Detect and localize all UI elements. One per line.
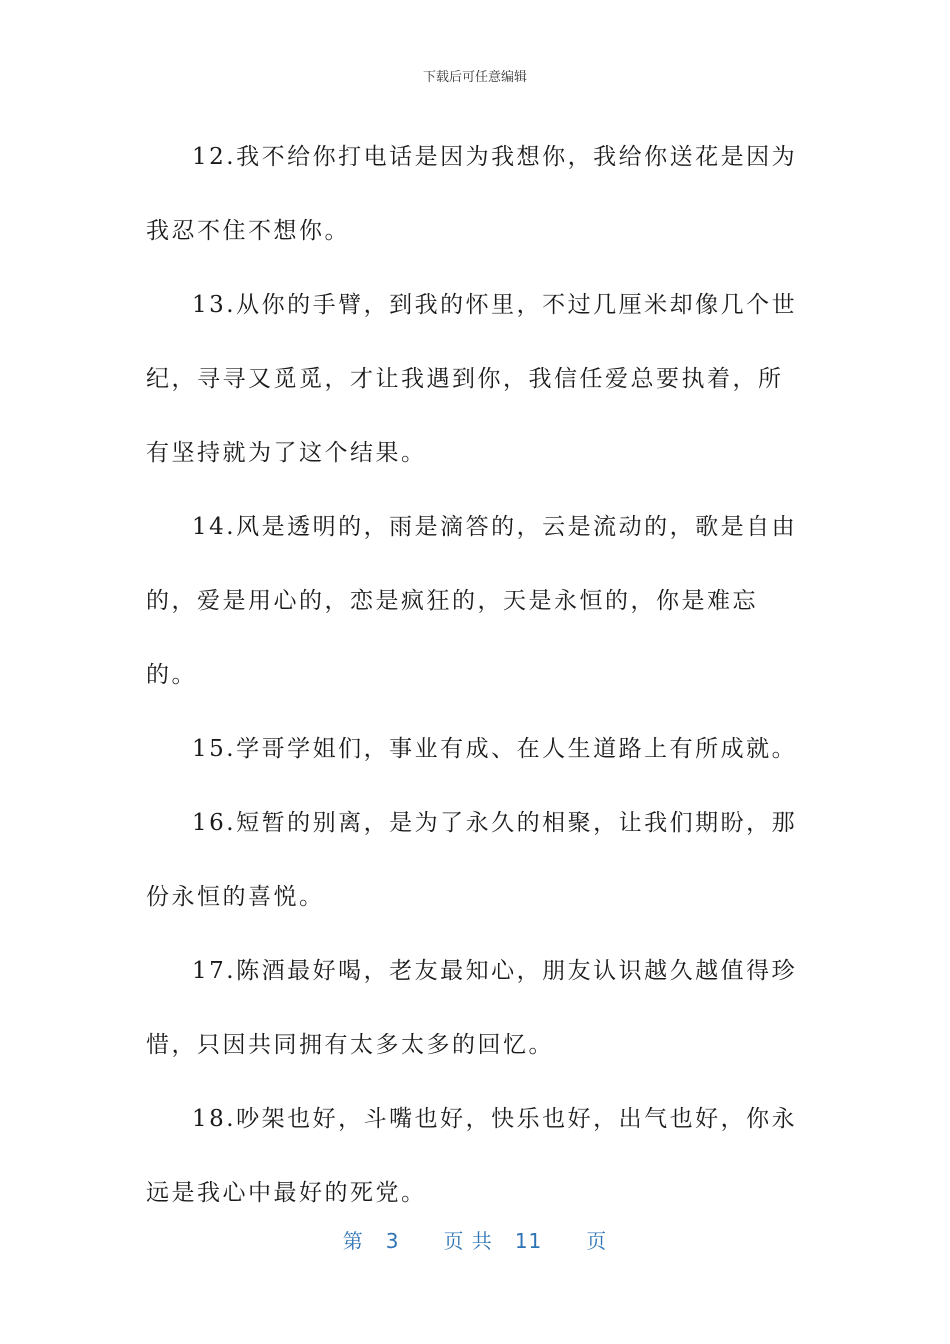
paragraph-13: 13.从你的手臂，到我的怀里，不过几厘米却像几个世纪，寻寻又觅觅，才让我遇到你，我信任爱总要执着，所有坚持就为了这个结果。 <box>146 292 798 466</box>
paragraph-14: 14.风是透明的，雨是滴答的，云是流动的，歌是自由的，爱是用心的，恋是疯狂的，天是永恒的，你是难忘的。 <box>146 514 798 688</box>
document-body <box>146 120 806 1230</box>
total-pages-number: 11 <box>514 1229 543 1253</box>
footer-prefix: 第 <box>342 1229 364 1253</box>
paragraph-15: 15.学哥学姐们，事业有成、在人生道路上有所成就。 <box>192 736 798 762</box>
footer-middle: 页 共 <box>443 1229 493 1253</box>
paragraph-17: 17.陈酒最好喝，老友最知心，朋友认识越久越值得珍惜，只因共同拥有太多太多的回忆。 <box>146 958 798 1058</box>
paragraph-12: 12.我不给你打电话是因为我想你，我给你送花是因为我忍不住不想你。 <box>146 144 798 244</box>
header-note: 下载后可任意编辑 <box>422 70 527 85</box>
paragraph-18: 18.吵架也好，斗嘴也好，快乐也好，出气也好，你永远是我心中最好的死党。 <box>146 1106 798 1206</box>
paragraph-16: 16.短暂的别离，是为了永久的相聚，让我们期盼，那份永恒的喜悦。 <box>146 810 798 910</box>
page-footer <box>0 1225 950 1254</box>
current-page-number: 3 <box>385 1229 400 1253</box>
footer-suffix: 页 <box>586 1229 608 1253</box>
